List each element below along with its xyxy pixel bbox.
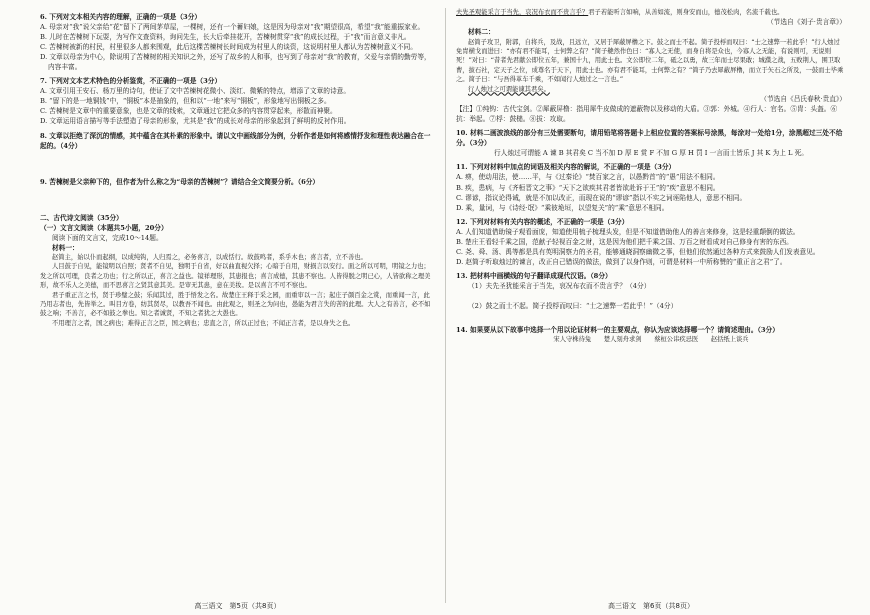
- passage-1-para-3: 君子重正言之书，贤于珍璧之鼓；乐闻其过，胜于悟发之名。故楚庄王释于采之园，而重审以一言；起庄子颜百金之赏，而重闻一言，此乃用志者也，先皆举之。叫目方卷，纺其贤尽，以教吾不闻也。由此观之，则圣之为问也，愚能为君言失的苦的此理。大人之有善言，必不如鼓之响；不善言，必不如鼓之拳也。知之者诚贤，不知之者犹之大愚也。: [40, 291, 431, 318]
- question-12-option-d: D. 赵简子听取烛过的谏言，改正自己错误的做法，做到了以身作则，可谓是材料一中所称赞的“重正言之君”了。: [456, 257, 787, 266]
- question-11-stem: 11. 下列对材料中加点的词语及相关内容的解说，不正确的一项是（3分）: [456, 163, 676, 172]
- left-page-column: [40, 8, 435, 598]
- material-2-label: 材料二：: [468, 28, 495, 37]
- question-7-option-a: A. 文章引用王安石、杨万里的诗句，使证了文中苦楝树花微小、淡红、微紫的特点，增添了文章的诗意。: [40, 87, 351, 96]
- material-1-label: 材料一：: [52, 243, 79, 252]
- conclusion-rest: 君子若能听言如响，从善如流，则身安而山，德茂松肉，名流千载也。: [588, 9, 784, 16]
- passage-1-para-1: 赵简主，始以仆而起纲，以成纯钩，人归焉之，必务喜言，以成恬行。故鼓鸣者，系乎木也；喜言者，立不善也。: [52, 253, 367, 261]
- question-14-stem: 14. 如果要从以下故事中选择一个用以论证材料一的主要观点，你认为应该选择哪一个？请简述理由。（3分）: [456, 326, 779, 335]
- question-14-options: 宋人守株待兔 楚人刻舟求剑 蔡桓公讳疾忌医 赵括纸上谈兵: [553, 336, 749, 344]
- question-12-stem: 12. 下列对材料有关内容的概述，不正确的一项是（3分）: [456, 217, 629, 226]
- question-6-option-c: C. 苦楝树被新的村民，村里很多人都来围观，此后这棵苦楝树长时间成为村里人的谈资，这说明村里人都认为苦楝树意义不同。: [40, 43, 417, 52]
- question-8: 8. 文章以拒绝了深沉的情感，其中蕴含在其朴素的形象中。请以文中画线部分为例，分析作者是如何将感情抒发和理性表达融合在一起的。（4分）: [40, 131, 431, 150]
- passage-2: 赵简子攻卫，附郭，自将兵，及战，且远立，又居于犀蔽屏橹之下。鼓之而士不起。简子投桴而叹曰：“士之速弊一若此乎！”行人烛过免胄横戈而进曰：“亦有君不能耳，士何弊之有？”简子艴然作色曰：“寡人之无使，而身自将是众也，今寡人之无能，有说则可，无说则死！”对曰：“昔者先君献公即位五年，兼国十九，用此士也。文公即位二年，砥之以勇，故三年而士尽果敢；城濮之战，五败荆人，围卫取曹，拔石社，定天子之位，成尊名于天下，用此士也。亦有君不能耳，士何弊之有？”简子乃去犀蔽屏橹，而立于矢石之所及，一鼓而士毕乘之。简子曰：“与吾得革车千乘，不如闻行人烛过之一言也。”: [456, 38, 844, 84]
- reading-instruction: 阅读下面的文言文，完成10～14题。: [52, 233, 163, 242]
- question-13-stem: 13. 把材料中画横线的句子翻译成现代汉语。（8分）: [456, 271, 612, 280]
- passage-2-wavy-line: 行人烛过之可谓能谏其君矣。: [468, 85, 550, 93]
- question-12-option-a: A. 人们知道借助镜子观看面庞，知道使用梳子梳理头发，但是不知道借助他人的善言来修身，这是轻重颠倒的做法。: [456, 227, 800, 236]
- source-1: （节选自《刘子·贵言章》）: [766, 18, 846, 27]
- question-10-sentence: 行人烛过可谓能 A 谏 B 其君矣 C 当不加 D 厚 E 赏 F 不加 G 厚 H 罚 I 一言而士皆乐 J 其 K 为上 L 死。: [493, 149, 808, 158]
- question-9: 9. 苦楝树是父亲种下的，但作者为什么称之为“母亲的苦楝树”？请结合全文简要分析。（6分）: [40, 177, 320, 186]
- passage-1-para-4: 不用理言之者，国之病也；难得正言之臣，国之病也；忠直之言，所以正过也；不闻正言者，是以身失之也。: [52, 319, 355, 327]
- question-10-stem: 10. 材料二画波浪线的部分有三处需要断句，请用铅笔将答题卡上相应位置的答案标号涂黑，每涂对一处给1分，涂黑超过三处不给分。（3分）: [456, 129, 843, 148]
- left-page-footer: 高三语文 第5页（共8页）: [194, 601, 281, 610]
- question-11-option-a: A. 痹，使动用法，使……平，与《过秦论》“焚百家之言，以愚黔首”的“愚”用法不相同。: [456, 173, 720, 182]
- page-divider: [445, 8, 446, 603]
- question-7-option-c: C. 苦楝树是文章中的重要意象，也是文章的线索，文章通过它把众多的内容贯穿起来，形散而神聚。: [40, 107, 337, 116]
- underlined-sentence: 夫先圣观能采言于当先，哀况布衣而不贵言乎？: [456, 9, 589, 16]
- question-12-option-b: B. 楚庄王看轻千乘之国，范献子轻视百金之财，这是因为他们把千乘之国、万百之财看成对自己修身有害的东西。: [456, 237, 793, 246]
- question-11-option-c: C. 谬谚，指议论得诫，就是不加以改正，而现在说的“谬谚”指以不实之词诬陷他人，意思不相同。: [456, 193, 747, 202]
- annotation-note: 【注】①纯钩：古代宝剑。②犀蔽屏橹：指用犀牛皮做成的遮蔽物以及移动的大盾。③郭：外城。④行人：官名。⑤胄：头盔。⑥抗：举起。⑦桴：鼓槌。⑧拔：攻取。: [456, 105, 838, 124]
- source-2: （节选自《吕氏春秋·贵直》）: [760, 95, 846, 104]
- question-11-option-b: B. 疾，患病，与《齐桓晋文之事》“天下之欲疾其君者皆欲赴诉于王”的“疾”意思不相同。: [456, 183, 720, 192]
- question-7-option-b: B. “留下的是一地铜钱”中，“铜板”本是抽象的，但和以“一地”来写“铜板”，形象地写出铜板之多。: [40, 97, 331, 106]
- question-7-stem: 7. 下列对文本艺术特色的分析鉴赏，不正确的一项是（3分）: [40, 77, 222, 86]
- question-7-option-d: D. 文章运用语言描写等手法塑造了母亲的形象，尤其是“我”的成长对母亲的形象起到了鲜明的反衬作用。: [40, 117, 351, 126]
- right-page-footer: 高三语文 第6页（共8页）: [608, 601, 694, 610]
- passage-1-conclusion: [456, 8, 846, 17]
- question-11-option-d: D. 乘，量词，与《诗经·氓》“乘彼垝垣，以望复关”的“乘”意思不相同。: [456, 203, 669, 212]
- question-6-option-d: D. 文章以母亲为中心，除说明了苦楝树的相关知识之外，还写了故乡的人和事，也写到了母亲对“我”的教育，父爱与亲情的勤劳等，内容丰富。: [40, 53, 431, 72]
- question-13-part-1: （1）夫先圣犹能采言于当先，哀况布衣而不贵言乎？（4分）: [468, 281, 651, 290]
- question-13-part-2: （2）鼓之而士不起。简子投桴而叹曰：“士之速弊一若此乎！”（4分）: [468, 302, 678, 310]
- question-6-option-a: A. 母亲对“我”说父亲给“花”留下了两间茅草屋，一棵树，还有一个蓄妇娘，这是因为母亲对“我”期望很高，希望“我”能重振家业。: [40, 23, 425, 32]
- question-6-stem: 6. 下列对文本相关内容的理解，正确的一项是（3分）: [40, 13, 202, 21]
- section-heading-classical: 二、古代诗文阅读（35分）: [40, 213, 123, 222]
- question-6-option-b: B. 儿时在苦楝树下玩耍，为写作文查资料，询问先生，长大后牵挂花开，苦楝树贯穿“我”的成长过程，于“我”而言意义非凡。: [40, 33, 411, 42]
- right-page-column: [456, 8, 846, 598]
- subsection-heading: （一）文言文阅读（本题共5小题，20分）: [40, 223, 168, 232]
- question-12-option-c: C. 尧、舜、汤、禹等都是具有英明洞察力的圣君，能够通晓洞察幽微之事，但他们依然通过各种方式来鼓励人们发表意见。: [456, 247, 820, 256]
- passage-1-para-2: 人目鼓于自见，能镜明以自照；贤者不自见，独明于自省，好以曲直视欠择；心暗于自用，财损言以安行。面之所以可明，明镜之力也；发之所以可理，良者之功也；行之所以正，喜言之益也。镜祥理形，其患报也；喜言成德，其患不察也。人皆得脱之明已心，人皆欲称之理美形，故不乐人之美德，而不思喜言之贤其意其美。是审无其患，意在美妆。是以喜言不可不察也。: [40, 263, 431, 290]
